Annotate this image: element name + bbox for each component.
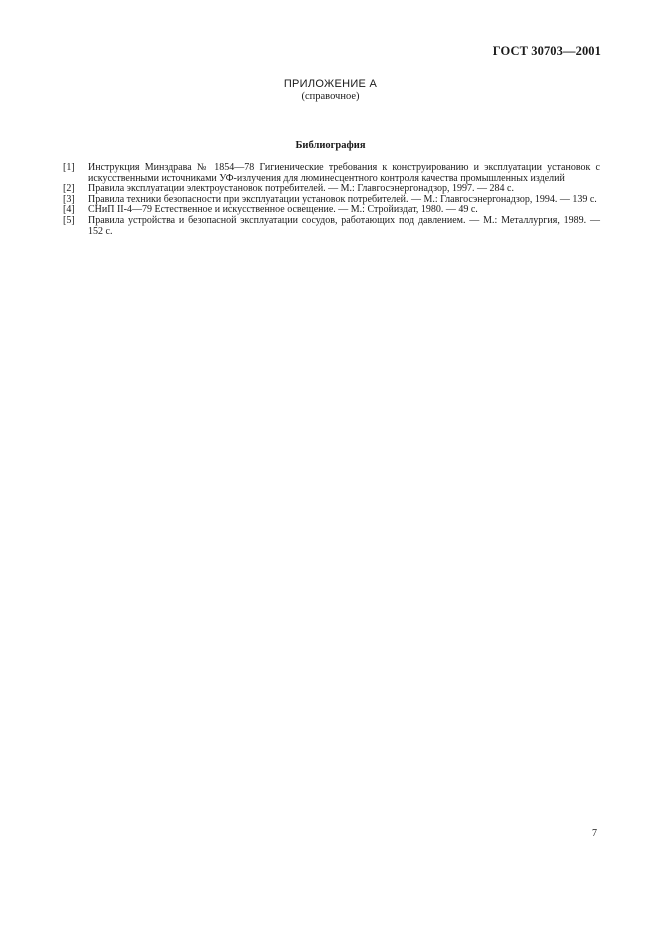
bibliography-item-number: [4]: [63, 204, 75, 216]
bibliography-item-number: [3]: [63, 193, 75, 205]
bibliography-item: [63, 216, 600, 237]
page-number: 7: [592, 828, 597, 839]
bibliography-item-text: Правила устройства и безопасной эксплуатации сосудов, работающих под давлением. — М.: Металлургия, 1989. — 152 с.: [88, 214, 600, 237]
bibliography-item-number: [5]: [63, 214, 75, 226]
bibliography-item-text: Инструкция Минздрава № 1854—78 Гигиенические требования к конструированию и эксплуатации установок с искусственными источниками УФ-излучения для люминесцентного контроля качества промышленных изделий: [88, 162, 600, 184]
annex-title: ПРИЛОЖЕНИЕ А: [283, 78, 378, 90]
bibliography-list: [63, 163, 600, 237]
bibliography-item-number: [2]: [63, 183, 75, 195]
bibliography-item-number: [1]: [63, 162, 75, 173]
bibliography-item: [63, 163, 600, 184]
annex-subtitle: (справочное): [301, 91, 360, 102]
document-code: ГОСТ 30703—2001: [492, 44, 601, 58]
bibliography-item-text: Правила техники безопасности при эксплуатации установок потребителей. — М.: Главгосэнергонадзор, 1994. — 139 с.: [88, 193, 597, 205]
bibliography-item-text: Правила эксплуатации электроустановок потребителей. — М.: Главгосэнергонадзор, 1997. — 284 с.: [88, 183, 514, 195]
bibliography-title: Библиография: [295, 140, 366, 151]
bibliography-item-text: СНиП II-4—79 Естественное и искусственное освещение. — М.: Стройиздат, 1980. — 49 с.: [88, 204, 478, 216]
